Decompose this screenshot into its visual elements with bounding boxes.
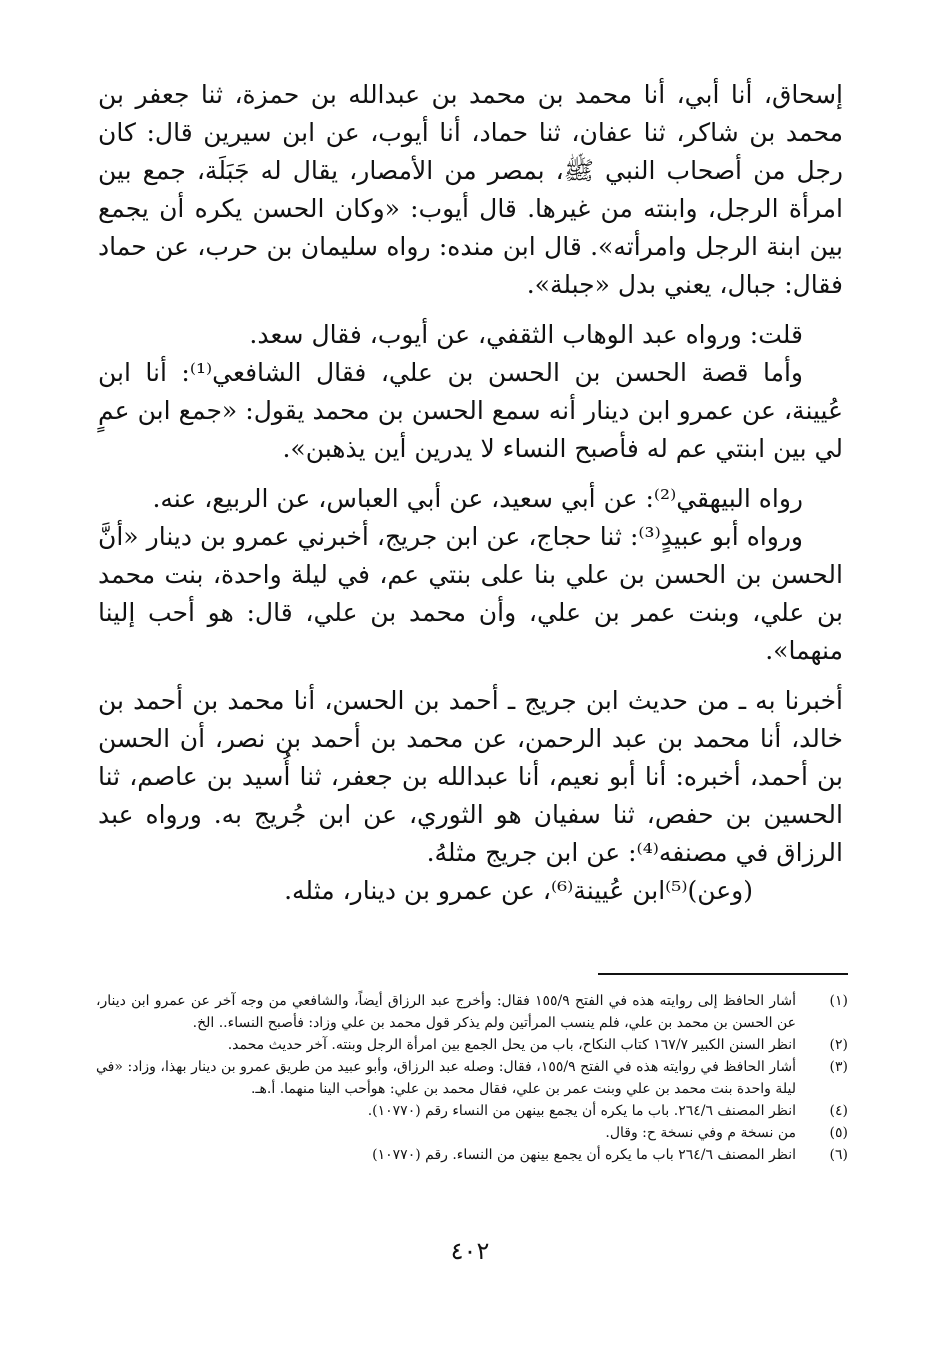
footnote-number: (٤): [829, 1103, 848, 1119]
paragraph-1: إسحاق، أنا أبي، أنا محمد بن محمد بن عبدالله بن حمزة، ثنا جعفر بن محمد بن شاكر، ثنا عفان، ثنا حماد، أنا أيوب، عن ابن سيرين قال: كان رجل من أصحاب النبي ﷺ، بمصر من الأمصار، يقال له جَبَلَة، جمع بين امرأة الرجل، وابنته من غيرها. قال أيوب: «وكان الحسن يكره أن يجمع بين ابنة الرجل وامرأته». قال ابن منده: رواه سليمان بن حرب، عن حماد فقال: جبال، يعني بدل «جبلة».: [98, 80, 843, 299]
footnote-separator: [598, 973, 848, 975]
footnote-text: من نسخة م وفي نسخة ح: وقال.: [605, 1125, 796, 1141]
footnote-text: أشار الحافظ إلى روايته هذه في الفتح ١٥٥/٩ فقال: وأخرج عبد الرزاق أيضاً، والشافعي من وجه آخر عن عمرو ابن دينار، عن الحسن بن محمد بن علي، فلم ينسب المرأتين ولم يذكر قول محمد بن علي وزاد: فأصبح النساء.. الخ.: [96, 993, 796, 1031]
footnote-text: انظر المصنف ٢٦٤/٦. باب ما يكره أن يجمع بينهن من النساء رقم (١٠٧٧٠).: [367, 1103, 796, 1119]
paragraph-6: أخبرنا به ـ من حديث ابن جريج ـ أحمد بن الحسن، أنا محمد بن أحمد بن خالد، أنا محمد بن عبد الرحمن، عن محمد بن أحمد بن نصر، أن الحسن بن أحمد، أخبره: أنا أبو نعيم، أنا عبدالله بن جعفر، ثنا أُسيد بن عاصم، ثنا الحسين بن حفص، ثنا سفيان هو الثوري، عن ابن جُريج به. ورواه عبد الرزاق في مصنفه⁽⁴⁾: عن ابن جريج مثلهُ.: [98, 686, 843, 867]
footnote-text: انظر المصنف ٢٦٤/٦ باب ما يكره أن يجمع بينهن من النساء. رقم (١٠٧٧٠): [372, 1147, 796, 1163]
footnote: [96, 990, 848, 1034]
paragraph-3: وأما قصة الحسن بن الحسن بن علي، فقال الشافعي⁽¹⁾: أنا ابن عُيينة، عن عمرو ابن دينار أنه سمع الحسن بن محمد يقول: «جمع ابن عمٍ لي بين ابنتي عم له فأصبح النساء لا يدرين أين يذهبن».: [98, 358, 843, 463]
footnote-number: (٣): [829, 1059, 848, 1075]
main-text: [98, 76, 843, 910]
footnote: [96, 1144, 848, 1166]
footnote: [96, 1056, 848, 1100]
footnote-text: انظر السنن الكبير ١٦٧/٧ كتاب النكاح، باب من يحل الجمع بين امرأة الرجل وبنته. آخر حديث محمد.: [227, 1037, 796, 1053]
paragraph-2: قلت: ورواه عبد الوهاب الثقفي، عن أيوب، فقال سعد.: [249, 320, 803, 349]
footnote: [96, 1100, 848, 1122]
paragraph-5: ورواه أبو عبيدٍ⁽³⁾: ثنا حجاج، عن ابن جريج، أخبرني عمرو بن دينار «أنَّ الحسن بن الحسن بن علي بنا على بنتي عم، في ليلة واحدة، بنت محمد بن علي، وبنت عمر بن علي، وأن محمد بن علي، قال: هو أحب إلينا منهما».: [98, 522, 843, 665]
paragraph-4: رواه البيهقي⁽²⁾: عن أبي سعيد، عن أبي العباس، عن الربيع، عنه.: [152, 484, 803, 513]
footnote-number: (٢): [829, 1037, 848, 1053]
footnotes: [96, 990, 848, 1166]
page-number: ٤٠٢: [450, 1237, 490, 1265]
footnote: [96, 1034, 848, 1056]
footnote-number: (١): [829, 993, 848, 1009]
paragraph-7: (وعن)⁽⁵⁾ابن عُيينة⁽⁶⁾، عن عمرو بن دينار، مثله.: [284, 876, 753, 905]
footnote-number: (٥): [829, 1125, 848, 1141]
footnote-number: (٦): [829, 1147, 848, 1163]
footnote: [96, 1122, 848, 1144]
footnote-text: أشار الحافظ في روايته هذه في الفتح ١٥٥/٩، فقال: وصله عبد الرزاق، وأبو عبيد من طريق عمرو بن دينار بهذا، وزاد: «في ليلة واحدة بنت محمد بن علي وبنت عمر بن علي، فقال محمد بن علي: هوأحب الينا منهما. أ.هـ.: [96, 1059, 796, 1097]
